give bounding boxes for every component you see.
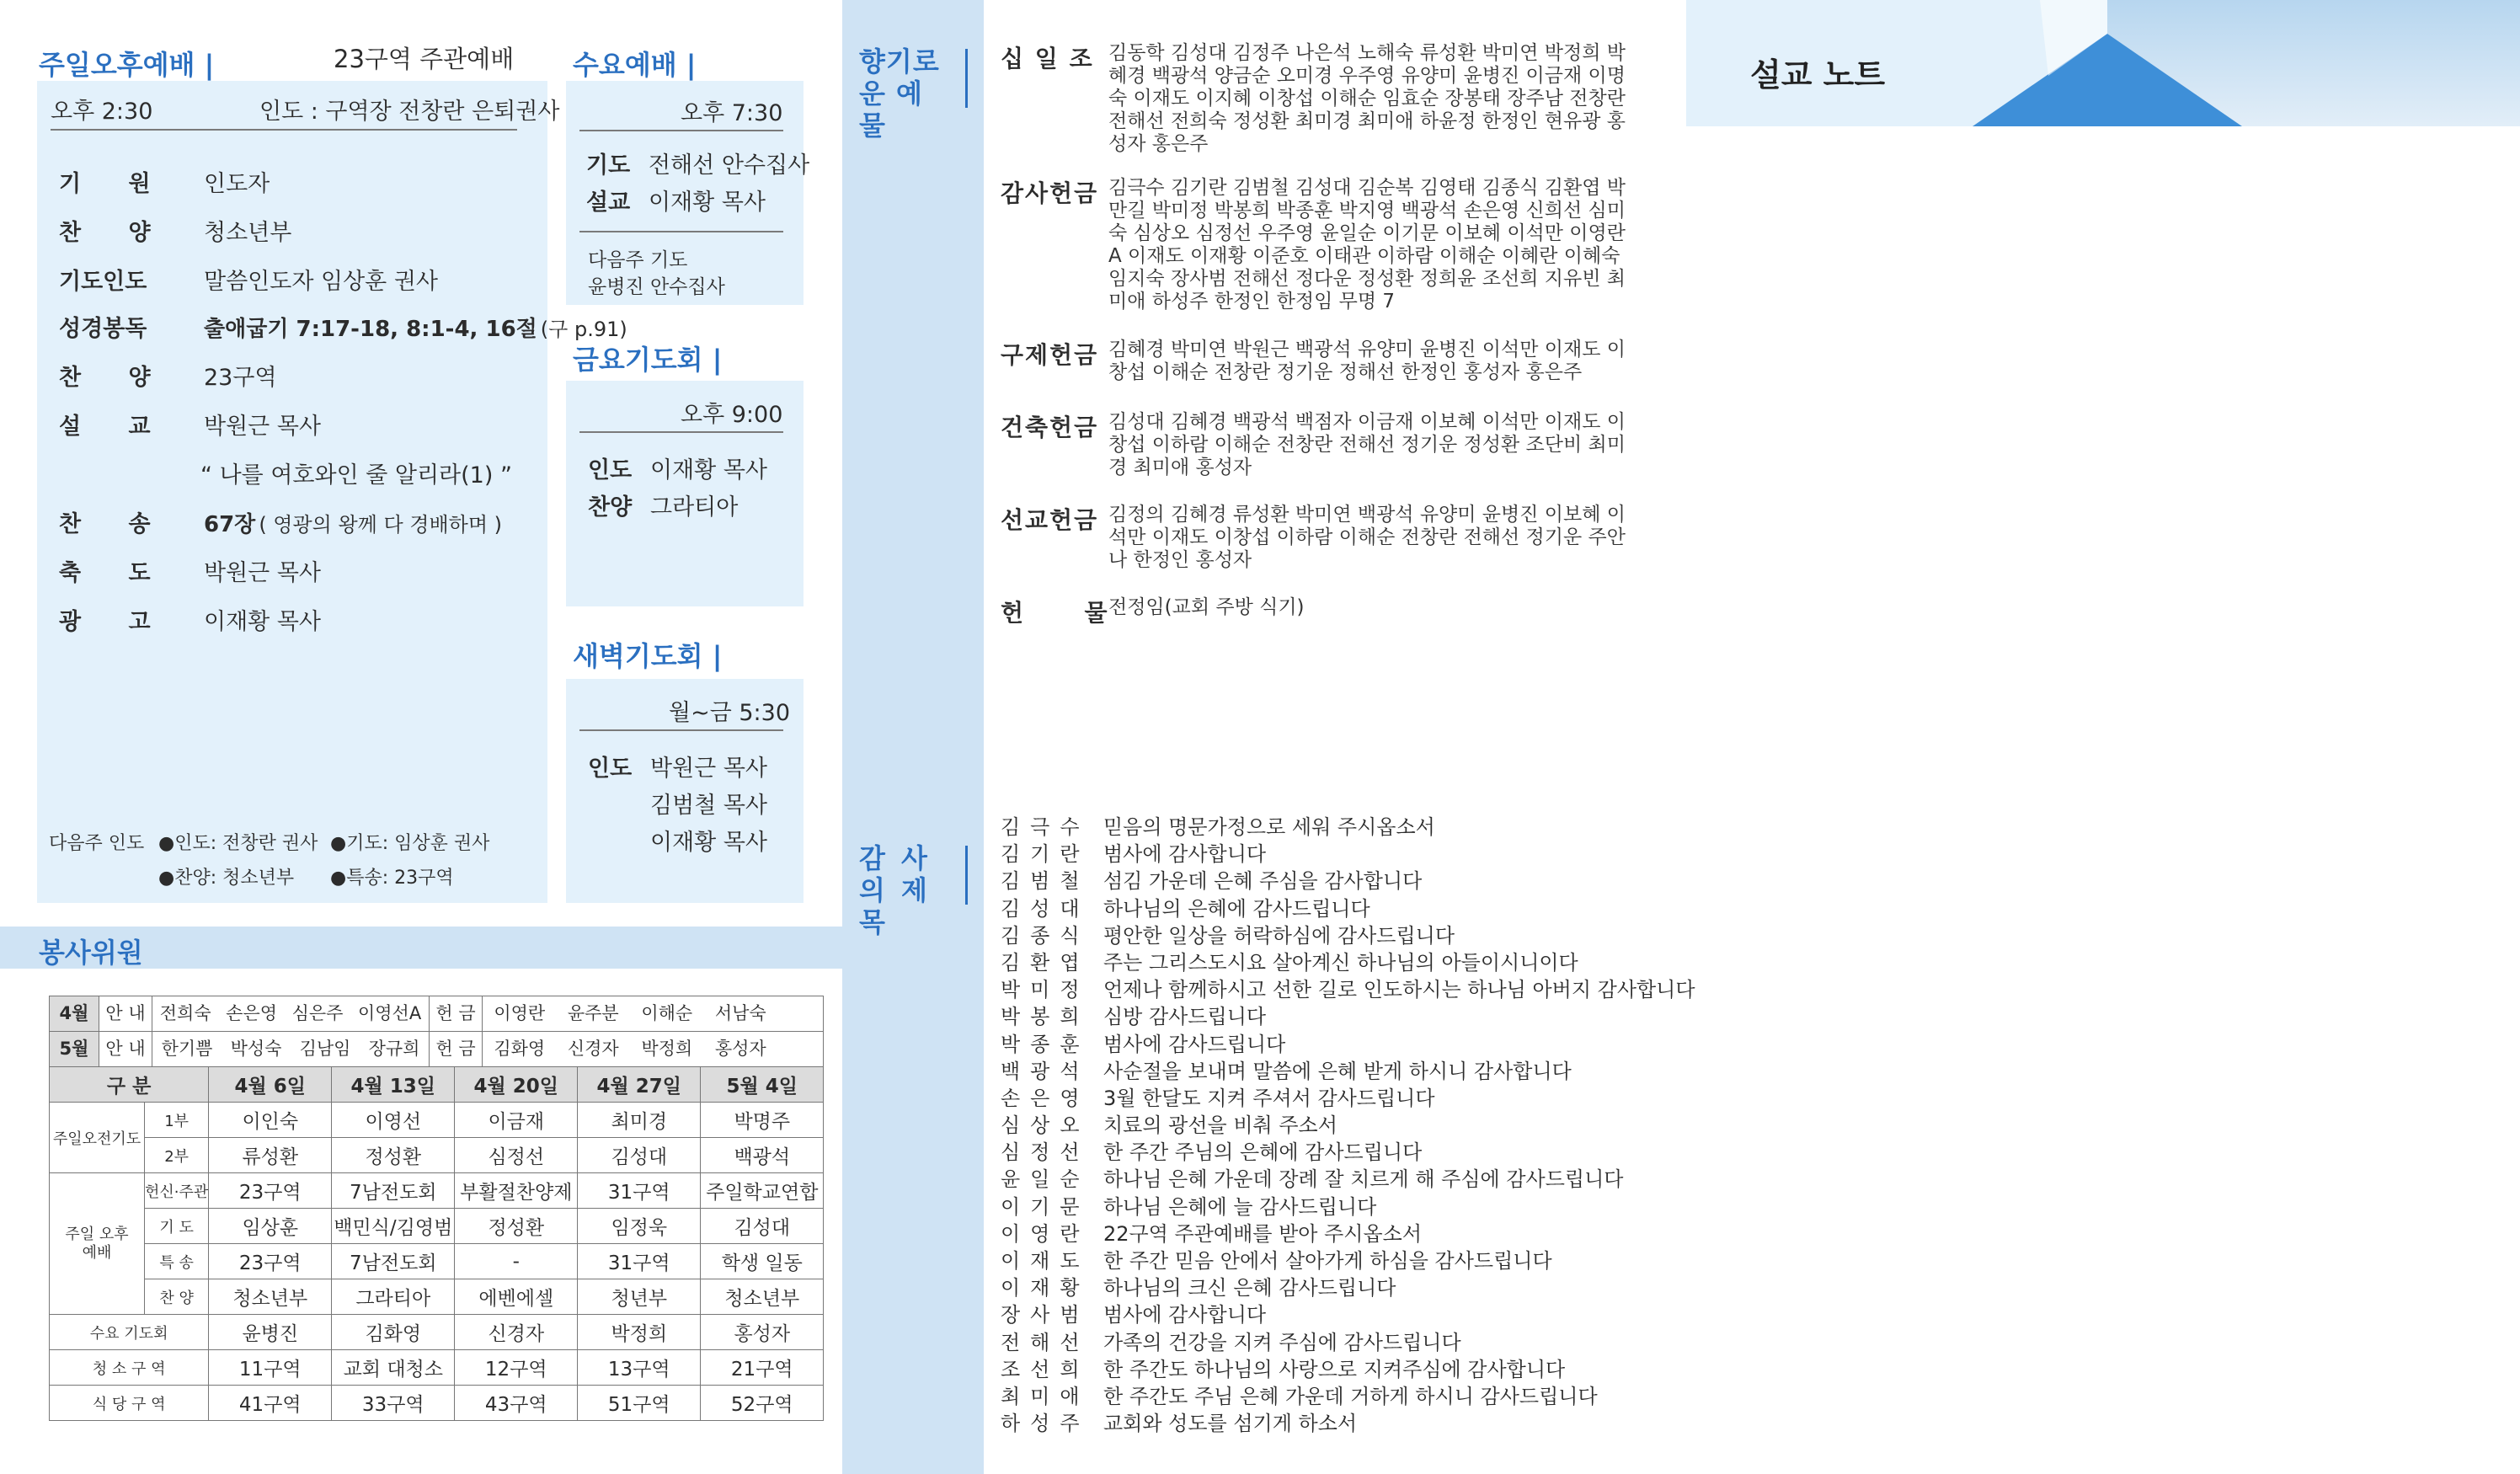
order-item-label: 기도인도 <box>59 269 147 295</box>
offering-category: 헌 물 <box>1001 599 1109 627</box>
guide-name: 전희숙 <box>159 1003 211 1023</box>
wednesday-prayer-label: 기도 <box>586 152 631 179</box>
thanks-name: 김범철 <box>1001 869 1090 894</box>
thanks-title-text: 감 사 의 제 목 <box>859 842 931 938</box>
wednesday-sermon-label: 설교 <box>586 190 631 216</box>
schedule-cell: 청소년부 <box>209 1279 332 1315</box>
schedule-cell: 김성대 <box>701 1209 824 1244</box>
thanks-name: 조선희 <box>1001 1357 1090 1381</box>
thanks-text: 22구역 주관예배를 받아 주시옵소서 <box>1103 1221 1423 1246</box>
schedule-cell: 7남전도회 <box>332 1173 455 1209</box>
guide-name: 박성숙 <box>230 1039 282 1059</box>
thanks-text: 한 주간 믿음 안에서 살아가게 하심을 감사드립니다 <box>1103 1249 1552 1273</box>
order-item <box>59 603 321 636</box>
sunday-pm-time: 오후 2:30 <box>51 99 153 125</box>
thanks-item <box>1001 1028 1695 1055</box>
schedule-cell: 7남전도회 <box>332 1244 455 1279</box>
order-item-value: 박원근 목사 <box>204 414 321 440</box>
morning-prayer-label: 주일오전기도 <box>50 1103 145 1173</box>
thanks-name: 이재도 <box>1001 1249 1090 1273</box>
schedule-cell: - <box>455 1244 578 1279</box>
offerings-title <box>859 45 958 142</box>
schedule-cell: 에벤에셀 <box>455 1279 578 1315</box>
thanks-text: 사순절을 보내며 말씀에 은혜 받게 하시니 감사합니다 <box>1103 1059 1572 1083</box>
thanks-item <box>1001 1244 1695 1271</box>
order-item-note: ( 영광의 왕께 다 경배하며 ) <box>259 513 503 537</box>
morning-prayer-row <box>50 1103 824 1138</box>
schedule-cell: 김성대 <box>578 1138 701 1173</box>
thanks-item <box>1001 1407 1695 1434</box>
duty-row <box>50 1386 824 1421</box>
offering-names: 전정임(교회 주방 식기) <box>1108 596 1305 618</box>
friday-praise: 그라티아 <box>650 494 739 521</box>
schedule-cell: 정성환 <box>455 1209 578 1244</box>
schedule-cell: 31구역 <box>578 1173 701 1209</box>
afternoon-service-row <box>50 1173 824 1209</box>
order-item-value: 박원근 목사 <box>204 560 321 586</box>
friday-lead-label: 인도 <box>588 457 633 483</box>
order-item-value: 23구역 <box>204 365 277 391</box>
order-item-value: 이재황 목사 <box>204 609 321 635</box>
thanks-name: 김환엽 <box>1001 950 1090 975</box>
thanks-item <box>1001 810 1695 837</box>
volunteers-title: 봉사위원 <box>39 937 143 969</box>
thanks-text: 치료의 광선을 비춰 주소서 <box>1103 1114 1337 1138</box>
offer-names <box>483 1032 777 1066</box>
offer-name: 홍성자 <box>714 1039 766 1059</box>
thanks-text: 한 주간 주님의 은혜에 감사드립니다 <box>1103 1140 1423 1165</box>
thanks-title-bar <box>965 846 968 905</box>
schedule-cell: 최미경 <box>578 1103 701 1138</box>
sunday-pm-panel <box>37 81 547 903</box>
afternoon-service-row <box>50 1244 824 1279</box>
offerings-title-bar <box>965 49 968 108</box>
schedule-cell: 41구역 <box>209 1386 332 1421</box>
thanks-item <box>1001 1380 1695 1407</box>
month-label: 5월 <box>50 1032 99 1066</box>
guide-name: 손은영 <box>226 1003 278 1023</box>
offering-category: 십 일 조 <box>1001 45 1094 72</box>
schedule-cell: 51구역 <box>578 1386 701 1421</box>
duty-label: 수요 기도회 <box>50 1315 209 1350</box>
wednesday-next: 윤병진 안수집사 <box>588 276 725 298</box>
thanks-name: 심정선 <box>1001 1140 1090 1165</box>
schedule-cell: 박명주 <box>701 1103 824 1138</box>
center-band <box>842 0 984 1474</box>
schedule-cell: 43구역 <box>455 1386 578 1421</box>
offering-names: 김혜경 박미연 박원근 백광석 유양미 윤병진 이석만 이재도 이창섭 이해순 전창란 정기운 정해선 한정인 홍성자 홍은주 <box>1108 339 1626 383</box>
thanks-title <box>859 842 958 938</box>
thanks-name: 이영란 <box>1001 1221 1090 1246</box>
volunteer-month-row <box>50 996 824 1032</box>
offering-category: 선교헌금 <box>1001 506 1099 534</box>
thanks-text: 한 주간도 하나님의 사랑으로 지켜주심에 감사합니다 <box>1103 1357 1566 1381</box>
next-week-item: ●찬양: 청소년부 <box>158 868 295 889</box>
offer-name: 이영란 <box>494 1003 546 1023</box>
sub-label: 헌신·주관 <box>145 1173 209 1209</box>
order-item-label: 광 고 <box>59 609 151 635</box>
month-cell <box>50 1032 824 1067</box>
schedule-cell: 정성환 <box>332 1138 455 1173</box>
thanks-text: 범사에 감사합니다 <box>1103 1303 1267 1327</box>
sub-label: 특 송 <box>145 1244 209 1279</box>
order-item-note: (구 p.91) <box>540 318 627 341</box>
order-item-value: 출애굽기 7:17-18, 8:1-4, 16절 <box>204 317 537 342</box>
thanks-item <box>1001 1217 1695 1244</box>
schedule-cell: 21구역 <box>701 1350 824 1386</box>
thanks-name: 김기란 <box>1001 842 1090 867</box>
offering-category: 감사헌금 <box>1001 179 1099 207</box>
month-label: 4월 <box>50 996 99 1031</box>
next-week-item: ●인도: 전창란 권사 <box>158 833 318 854</box>
schedule-cell: 이금재 <box>455 1103 578 1138</box>
friday-divider <box>579 431 783 433</box>
duty-label: 청 소 구 역 <box>50 1350 209 1386</box>
thanks-item <box>1001 1353 1695 1380</box>
schedule-cell: 신경자 <box>455 1315 578 1350</box>
afternoon-service-row <box>50 1279 824 1315</box>
dawn-title: 새벽기도회 | <box>573 640 723 672</box>
schedule-cell: 백민식/김영범 <box>332 1209 455 1244</box>
schedule-cell: 백광석 <box>701 1138 824 1173</box>
friday-title: 금요기도회 | <box>573 344 723 376</box>
thanks-text: 3월 한달도 지켜 주셔서 감사드립니다 <box>1103 1086 1435 1110</box>
thanks-name: 최미애 <box>1001 1384 1090 1408</box>
order-item <box>59 505 502 538</box>
thanks-text: 한 주간도 주님 은혜 가운데 거하게 하시니 감사드립니다 <box>1103 1384 1598 1408</box>
duty-row <box>50 1315 824 1350</box>
thanks-name: 박봉희 <box>1001 1005 1090 1029</box>
thanks-list <box>1001 810 1695 1434</box>
order-item-value: 말씀인도자 임상훈 권사 <box>204 269 438 295</box>
schedule-cell: 주일학교연합 <box>701 1173 824 1209</box>
schedule-cell: 이인숙 <box>209 1103 332 1138</box>
month-row-content <box>50 1032 823 1066</box>
schedule-cell: 박정희 <box>578 1315 701 1350</box>
offering-category: 건축헌금 <box>1001 414 1099 441</box>
friday-time: 오후 9:00 <box>681 402 783 428</box>
offer-name: 윤주분 <box>567 1003 619 1023</box>
schedule-cell: 학생 일동 <box>701 1244 824 1279</box>
guide-name: 김남임 <box>299 1039 351 1059</box>
wednesday-sermon: 이재황 목사 <box>649 190 766 216</box>
thanks-text: 섬김 가운데 은혜 주심을 감사합니다 <box>1103 869 1423 894</box>
thanks-name: 박미정 <box>1001 978 1090 1002</box>
thanks-name: 백광석 <box>1001 1059 1090 1083</box>
thanks-item <box>1001 1055 1695 1081</box>
thanks-name: 손은영 <box>1001 1086 1090 1110</box>
order-item-value: “ 나를 여호와인 줄 알리라(1) ” <box>200 462 512 489</box>
afternoon-service-row <box>50 1209 824 1244</box>
sub-label: 2부 <box>145 1138 209 1173</box>
thanks-name: 장사범 <box>1001 1303 1090 1327</box>
thanks-text: 언제나 함께하시고 선한 길로 인도하시는 하나님 아버지 감사합니다 <box>1103 978 1695 1002</box>
guide-name: 한기쁨 <box>161 1039 213 1059</box>
offering-names: 김성대 김혜경 백광석 백점자 이금재 이보혜 이석만 이재도 이창섭 이하람 이해순 전창란 전해선 정기운 정성환 조단비 최미경 최미애 홍성자 <box>1108 411 1626 478</box>
dawn-lead-label: 인도 <box>588 756 633 782</box>
thanks-item <box>1001 1000 1695 1027</box>
order-item <box>59 408 321 441</box>
offerings-title-text: 향기로운 예 물 <box>859 45 940 142</box>
header-cell: 4월 13일 <box>332 1067 455 1103</box>
order-item <box>59 554 321 587</box>
thanks-name: 전해선 <box>1001 1330 1090 1354</box>
schedule-cell: 교회 대청소 <box>332 1350 455 1386</box>
volunteer-month-row <box>50 1032 824 1067</box>
schedule-cell: 윤병진 <box>209 1315 332 1350</box>
order-item-label: 찬 송 <box>59 511 151 537</box>
order-item <box>59 457 512 489</box>
offer-names <box>483 996 777 1031</box>
guide-name: 이영선A <box>357 1003 422 1023</box>
offering-names: 김극수 김기란 김범철 김성대 김순복 김영태 김종식 김환엽 박만길 박미정 박봉희 박종훈 박지영 백광석 손은영 신희선 심미숙 심상오 심정선 우주영 윤일순 이기문 이보혜 이석만 이영란A 이재도 이재황 이준호 이태관 이하람 이해순 이혜란 이혜숙 임지숙 장사범 전해선 정다운 정성환 정희윤 조선희 지유빈 최미애 하성주 한정인 한정임 무명 7 <box>1108 177 1626 312</box>
schedule-cell: 홍성자 <box>701 1315 824 1350</box>
thanks-text: 하나님 은혜 가운데 장례 잘 치르게 해 주심에 감사드립니다 <box>1103 1167 1624 1192</box>
thanks-item <box>1001 1298 1695 1325</box>
header-cell: 구 분 <box>50 1067 209 1103</box>
order-item-label: 성경봉독 <box>59 316 147 342</box>
order-item-label: 기 원 <box>59 171 151 197</box>
thanks-name: 김극수 <box>1001 815 1090 839</box>
sub-label: 기 도 <box>145 1209 209 1244</box>
table-header-row <box>50 1067 824 1103</box>
wednesday-divider <box>579 130 783 131</box>
thanks-text: 믿음의 명문가정으로 세워 주시옵소서 <box>1103 815 1435 839</box>
schedule-cell: 청년부 <box>578 1279 701 1315</box>
guide-name: 심은주 <box>291 1003 344 1023</box>
header-cell: 4월 20일 <box>455 1067 578 1103</box>
next-week-item: ●특송: 23구역 <box>330 868 454 889</box>
schedule-cell: 임정욱 <box>578 1209 701 1244</box>
thanks-name: 이재황 <box>1001 1276 1090 1300</box>
friday-lead: 이재황 목사 <box>650 457 767 483</box>
thanks-text: 하나님의 크신 은혜 감사드립니다 <box>1103 1276 1396 1300</box>
duty-label: 식 당 구 역 <box>50 1386 209 1421</box>
offering-category: 구제헌금 <box>1001 341 1099 369</box>
order-item <box>59 263 438 296</box>
guide-names <box>152 1032 430 1066</box>
dawn-lead: 이재황 목사 <box>650 830 767 856</box>
thanks-text: 주는 그리스도시요 살아계신 하나님의 아들이시니이다 <box>1103 950 1578 975</box>
schedule-cell: 33구역 <box>332 1386 455 1421</box>
thanks-text: 교회와 성도를 섬기게 하소서 <box>1103 1412 1358 1436</box>
order-item-label: 찬 양 <box>59 365 151 391</box>
schedule-cell: 김화영 <box>332 1315 455 1350</box>
dawn-divider <box>579 729 783 731</box>
sunday-pm-leader: 인도 : 구역장 전창란 은퇴권사 <box>259 99 560 125</box>
order-item-label: 축 도 <box>59 560 151 586</box>
offer-name: 이해순 <box>641 1003 693 1023</box>
offer-label: 헌 금 <box>430 996 483 1031</box>
schedule-cell: 그라티아 <box>332 1279 455 1315</box>
schedule-cell: 31구역 <box>578 1244 701 1279</box>
order-item <box>59 214 291 247</box>
dawn-lead: 박원근 목사 <box>650 756 767 782</box>
wednesday-prayer: 전해선 안수집사 <box>649 152 810 179</box>
order-item-value: 67장 <box>204 512 256 537</box>
thanks-name: 박종훈 <box>1001 1032 1090 1056</box>
thanks-item <box>1001 1135 1695 1165</box>
offer-name: 서남숙 <box>714 1003 766 1023</box>
offering-names: 김정의 김혜경 류성환 박미연 백광석 유양미 윤병진 이보혜 이석만 이재도 이창섭 이하람 이해순 전창란 전해선 정기운 주안나 한정인 홍성자 <box>1108 504 1626 571</box>
thanks-item <box>1001 1081 1695 1108</box>
wednesday-divider-2 <box>579 231 783 232</box>
thanks-name: 윤일순 <box>1001 1167 1090 1192</box>
sub-label: 찬 양 <box>145 1279 209 1315</box>
thanks-item <box>1001 864 1695 894</box>
guide-label: 안 내 <box>99 996 152 1031</box>
schedule-cell: 23구역 <box>209 1173 332 1209</box>
volunteer-schedule-table <box>49 996 824 1421</box>
order-item-value: 인도자 <box>204 171 270 197</box>
guide-names <box>152 996 430 1031</box>
friday-praise-label: 찬양 <box>588 494 633 521</box>
thanks-item <box>1001 973 1695 1000</box>
schedule-cell: 12구역 <box>455 1350 578 1386</box>
order-item-label: 설 교 <box>59 414 151 440</box>
header-cell: 4월 27일 <box>578 1067 701 1103</box>
schedule-cell: 13구역 <box>578 1350 701 1386</box>
thanks-item <box>1001 946 1695 973</box>
thanks-name: 김종식 <box>1001 923 1090 948</box>
thanks-item <box>1001 1190 1695 1217</box>
order-item-value: 청소년부 <box>204 220 292 246</box>
sunday-pm-title: 주일오후예배 | <box>39 49 215 81</box>
sermon-notes-title: 설교 노트 <box>1750 56 1886 93</box>
guide-label: 안 내 <box>99 1032 152 1066</box>
header-cell: 4월 6일 <box>209 1067 332 1103</box>
thanks-item <box>1001 919 1695 946</box>
thanks-item <box>1001 1108 1695 1138</box>
thanks-name: 심상오 <box>1001 1114 1090 1138</box>
dawn-lead: 김범철 목사 <box>650 793 767 819</box>
schedule-cell: 이영선 <box>332 1103 455 1138</box>
thanks-text: 평안한 일상을 허락하심에 감사드립니다 <box>1103 923 1455 948</box>
wednesday-title: 수요예배 | <box>573 49 697 81</box>
sunday-pm-subtitle: 23구역 주관예배 <box>334 45 515 73</box>
schedule-cell: 청소년부 <box>701 1279 824 1315</box>
month-row-content <box>50 996 823 1031</box>
thanks-text: 가족의 건강을 지켜 주심에 감사드립니다 <box>1103 1330 1461 1354</box>
wednesday-time: 오후 7:30 <box>681 100 783 126</box>
thanks-item <box>1001 837 1695 867</box>
schedule-cell: 23구역 <box>209 1244 332 1279</box>
thanks-item <box>1001 1326 1695 1353</box>
thanks-text: 하나님의 은혜에 감사드립니다 <box>1103 896 1370 921</box>
morning-prayer-row <box>50 1138 824 1173</box>
schedule-cell: 11구역 <box>209 1350 332 1386</box>
thanks-name: 김성대 <box>1001 896 1090 921</box>
offer-name: 신경자 <box>567 1039 619 1059</box>
order-item <box>59 359 277 392</box>
thanks-text: 범사에 감사합니다 <box>1103 842 1267 867</box>
thanks-text: 범사에 감사드립니다 <box>1103 1032 1286 1056</box>
offer-name: 김화영 <box>494 1039 546 1059</box>
order-item-label: 찬 양 <box>59 220 151 246</box>
month-cell <box>50 996 824 1032</box>
schedule-cell: 임상훈 <box>209 1209 332 1244</box>
offering-names: 김동학 김성대 김정주 나은석 노해숙 류성환 박미연 박정희 박혜경 백광석 양금순 오미경 우주영 유양미 윤병진 이금재 이명숙 이재도 이지혜 이창섭 이해순 임효순 장봉태 장주남 전창란 전해선 전희숙 정성환 최미경 최미애 하윤정 한정인 현유광 홍성자 홍은주 <box>1108 42 1626 155</box>
thanks-text: 심방 감사드립니다 <box>1103 1005 1267 1029</box>
thanks-name: 이기문 <box>1001 1194 1090 1219</box>
thanks-item <box>1001 1271 1695 1298</box>
thanks-item <box>1001 892 1695 919</box>
schedule-cell: 부활절찬양제 <box>455 1173 578 1209</box>
sub-label: 1부 <box>145 1103 209 1138</box>
afternoon-service-label: 주일 오후 예배 <box>50 1173 145 1315</box>
sermon-notes-banner <box>1686 0 2520 126</box>
wednesday-next-label: 다음주 기도 <box>588 249 688 271</box>
thanks-name: 하성주 <box>1001 1412 1090 1436</box>
next-week-item: ●기도: 임상훈 권사 <box>330 833 490 854</box>
sunday-pm-divider <box>51 129 517 131</box>
order-item <box>59 310 627 343</box>
thanks-item <box>1001 1162 1695 1192</box>
order-item <box>59 165 270 198</box>
thanks-text: 하나님 은혜에 늘 감사드립니다 <box>1103 1194 1377 1219</box>
schedule-cell: 52구역 <box>701 1386 824 1421</box>
offer-label: 헌 금 <box>430 1032 483 1066</box>
offer-name: 박정희 <box>641 1039 693 1059</box>
schedule-cell: 심정선 <box>455 1138 578 1173</box>
next-week-label: 다음주 인도 <box>49 833 145 854</box>
duty-row <box>50 1350 824 1386</box>
schedule-cell: 류성환 <box>209 1138 332 1173</box>
header-cell: 5월 4일 <box>701 1067 824 1103</box>
dawn-time: 월~금 5:30 <box>669 700 791 726</box>
guide-name: 장규희 <box>368 1039 420 1059</box>
